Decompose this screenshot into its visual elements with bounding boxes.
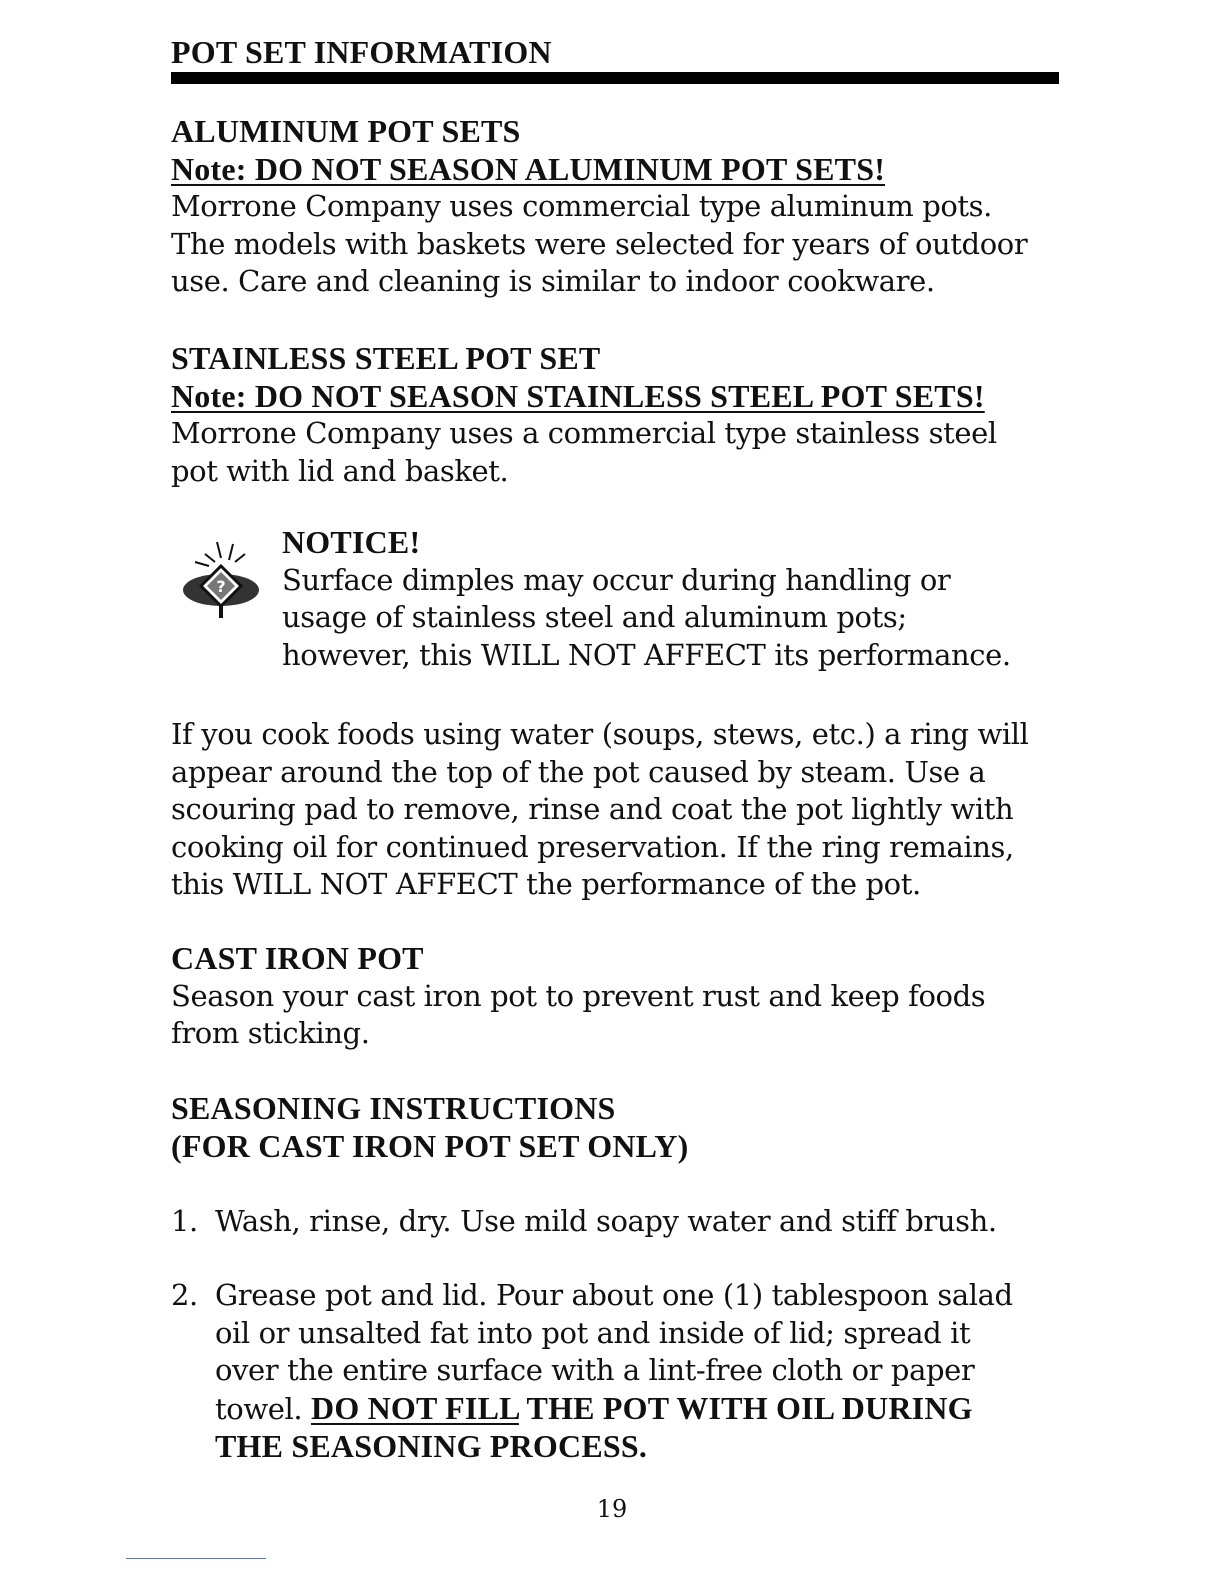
step-line-prefix: towel. [215,1391,312,1426]
step-line: oil or unsalted fat into pot and inside of lid; spread it [215,1315,971,1350]
ring-paragraph [171,716,1029,904]
svg-text:?: ? [216,577,226,596]
stainless-note: Note: DO NOT SEASON STAINLESS STEEL POT SETS! [171,377,985,414]
ring-line: this WILL NOT AFFECT the performance of the pot. [171,867,921,901]
cast-iron-line: from sticking. [171,1016,370,1050]
cast-iron-line: Season your cast iron pot to prevent rust and keep foods [171,978,986,1013]
step-number: 1. [171,1204,198,1238]
header-rule [171,72,1059,84]
aluminum-heading: ALUMINUM POT SETS [171,113,521,149]
aluminum-line: The models with baskets were selected for years of outdoor [171,226,1028,261]
stainless-heading: STAINLESS STEEL POT SET [171,340,601,376]
seasoning-heading: SEASONING INSTRUCTIONS [171,1090,616,1126]
warning-sign-icon [175,532,267,624]
stainless-section [171,340,997,490]
ring-line: cooking oil for continued preservation. If the ring remains, [171,829,1014,864]
cast-iron-heading: CAST IRON POT [171,940,424,976]
notice-title: NOTICE! [282,524,421,560]
step-number: 2. [171,1278,198,1312]
aluminum-note: Note: DO NOT SEASON ALUMINUM POT SETS! [171,150,886,187]
seasoning-subheading: (FOR CAST IRON POT SET ONLY) [171,1127,689,1164]
aluminum-line: Morrone Company uses commercial type aluminum pots. [171,189,992,223]
notice-line: usage of stainless steel and aluminum pots; [282,600,907,634]
page-number: 19 [596,1495,628,1523]
ring-line: scouring pad to remove, rinse and coat the pot lightly with [171,792,1014,826]
stainless-line: pot with lid and basket. [171,453,509,488]
stainless-line: Morrone Company uses a commercial type stainless steel [171,416,997,450]
do-not-fill-emphasis: DO NOT FILL [311,1389,519,1426]
page-title: POT SET INFORMATION [171,34,552,70]
step-line: Grease pot and lid. Pour about one (1) tablespoon salad [215,1278,1013,1312]
step-line-warning [215,1390,1013,1429]
footer-line [126,1558,266,1559]
aluminum-line: use. Care and cleaning is similar to indoor cookware. [171,264,935,298]
warning-text: THE POT WITH OIL DURING [518,1389,973,1426]
aluminum-section [171,113,1027,301]
warning-text-end: THE SEASONING PROCESS. [215,1428,648,1464]
cast-iron-section [171,940,985,1053]
ring-line: appear around the top of the pot caused by steam. Use a [171,754,986,789]
notice-line: Surface dimples may occur during handling or [282,562,951,597]
step-line: over the entire surface with a lint-free cloth or paper [215,1353,975,1387]
notice-line: however, this WILL NOT AFFECT its performance. [282,637,1011,672]
seasoning-heading-block [171,1090,688,1165]
step-line: Wash, rinse, dry. Use mild soapy water and stiff brush. [215,1204,997,1238]
ring-line: If you cook foods using water (soups, stews, etc.) a ring will [171,717,1029,751]
notice-box [171,524,1071,684]
